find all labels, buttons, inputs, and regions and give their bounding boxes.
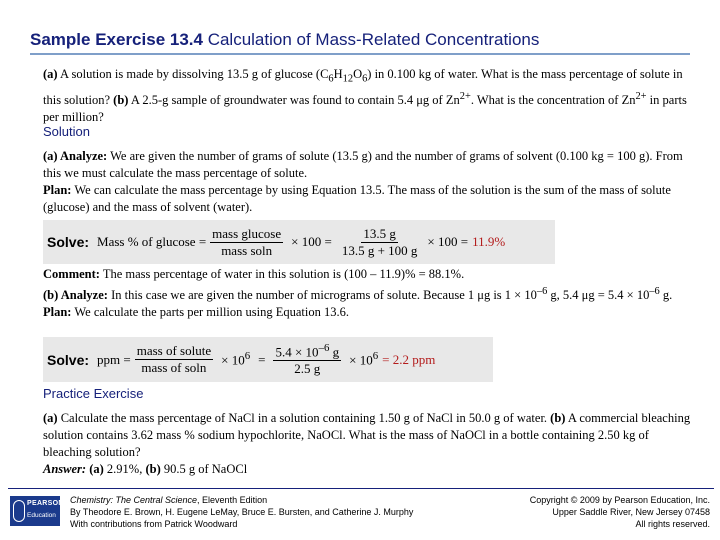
solve-b-label: Solve: xyxy=(47,351,90,368)
problem-b-post: in parts per million? xyxy=(43,92,687,124)
practice-exercise xyxy=(43,410,693,478)
logo-ring-icon xyxy=(13,500,25,522)
copyright-line: Copyright © 2009 by Pearson Education, Inc. xyxy=(529,495,710,505)
book-authors: By Theodore E. Brown, H. Eugene LeMay, Bruce E. Bursten, and Catherine J. Murphy xyxy=(70,507,414,517)
mass-fraction xyxy=(210,226,283,259)
fraction-denominator: mass soln xyxy=(221,242,273,258)
ppm-fraction xyxy=(135,343,213,376)
times-hundred-b: × 100 = xyxy=(427,234,469,249)
analyze-b-text: In this case we are given the number of micrograms of solute. Because 1 μg is 1 × 10 xyxy=(107,288,537,303)
analyze-b-mid: g, 5.4 μg = 5.4 × 10 xyxy=(547,288,650,303)
times-ten: × 10 xyxy=(221,352,245,368)
solve-a-label: Solve: xyxy=(47,234,90,250)
exponent-6-b: 6 xyxy=(372,350,379,363)
times-million xyxy=(221,350,250,368)
comment-label: Comment: xyxy=(43,267,100,281)
practice-a-label: (a) xyxy=(43,411,58,425)
analysis-a xyxy=(43,148,693,216)
logo-line2: Education xyxy=(27,512,56,519)
ppm-lhs: ppm = xyxy=(97,351,131,367)
book-title: Chemistry: The Central Science xyxy=(70,495,198,505)
times-million-b xyxy=(349,350,378,368)
solution-heading: Solution xyxy=(43,124,90,139)
ppm-result: = 2.2 ppm xyxy=(382,351,436,367)
pearson-logo xyxy=(10,496,64,526)
analysis-b xyxy=(43,266,693,321)
slide-title xyxy=(30,30,690,55)
footer-copyright xyxy=(530,494,710,530)
micrograms-value: 5.4 × 10 xyxy=(275,344,319,360)
ppm-numerator: mass of solute xyxy=(136,343,212,358)
hydrogen-symbol: H xyxy=(333,67,343,81)
practice-b-label: (b) xyxy=(550,411,566,425)
plan-b-text: We calculate the parts per million using Equation 13.6. xyxy=(71,305,349,320)
problem-statement xyxy=(43,66,693,126)
practice-b-text: A commercial bleaching solution contains 3.62 mass % sodium hypochlorite, NaOCl. What is the mass of NaOCl in a bottle containing 2.50 kg of bleaching solution? xyxy=(43,411,691,459)
exponent-minus-6: –6 xyxy=(536,286,548,297)
title-prefix: Sample Exercise 13.4 xyxy=(30,30,203,49)
mass-percent-lhs: Mass % of glucose = xyxy=(97,234,207,249)
times-ten-b: × 10 xyxy=(349,352,373,368)
publisher-address: Upper Saddle River, New Jersey 07458 xyxy=(552,507,710,517)
plan-a-text: We can calculate the mass percentage by using Equation 13.5. The mass of the solution is the sum of the mass of solute (glucose) and the mass of solvent (water). xyxy=(43,183,671,214)
ppm-numeric-numerator xyxy=(273,342,341,361)
footer-book-credit xyxy=(70,494,413,530)
exponent-6: 6 xyxy=(244,350,251,363)
subscript-6-b: 6 xyxy=(362,73,368,85)
practice-a-text: Calculate the mass percentage of NaCl in a solution containing 1.50 g of NaCl in 50.0 g of water. xyxy=(57,411,551,425)
equals-sign: = xyxy=(258,351,266,367)
numeric-numerator: 13.5 g xyxy=(363,225,396,241)
comment-text: The mass percentage of water in this solution is (100 – 11.9)% = 88.1%. xyxy=(99,267,465,281)
fraction-numerator: mass glucose xyxy=(212,225,282,241)
exponent-minus-6-c: –6 xyxy=(318,341,330,354)
exponent-minus-6-b: –6 xyxy=(649,286,660,297)
analyze-a-label: (a) Analyze: xyxy=(43,149,108,163)
answer-a-label: (a) xyxy=(89,462,104,476)
answer-b-label: (b) xyxy=(145,462,161,476)
ppm-denominator: mass of soln xyxy=(141,360,207,375)
book-contributions: With contributions from Patrick Woodward xyxy=(70,519,238,529)
part-b-label: (b) xyxy=(113,92,129,107)
analyze-a-text: We are given the number of grams of solute (13.5 g) and the number of grams of solvent (0.100 kg = 100 g). From this we must calculate the mass percentage of solute. xyxy=(43,149,683,180)
footer-divider xyxy=(8,488,714,489)
book-edition: , Eleventh Edition xyxy=(197,495,268,505)
part-a-label: (a) xyxy=(43,67,58,81)
zinc-charge: 2+ xyxy=(459,90,471,102)
solve-b-equation xyxy=(43,337,493,382)
answer-a: 2.91%, xyxy=(103,462,146,476)
answer-b: 90.5 g of NaOCl xyxy=(160,462,248,476)
numeric-fraction xyxy=(340,226,420,259)
answer-label: Answer: xyxy=(43,462,87,476)
analyze-b-post: g. xyxy=(659,288,673,303)
result-percent: 11.9% xyxy=(472,234,506,249)
subscript-12: 12 xyxy=(342,73,354,85)
title-text: Calculation of Mass-Related Concentrations xyxy=(202,30,540,49)
problem-a-post: ) in 0.100 kg of water. What is the mass percentage of solute in this solution? xyxy=(43,67,683,107)
solve-a-equation xyxy=(43,220,555,264)
problem-b-text: A 2.5-g sample of groundwater was found to contain 5.4 μg of Zn xyxy=(128,92,460,107)
problem-a-text: A solution is made by dissolving 13.5 g of glucose (C xyxy=(57,67,329,81)
plan-b-label: Plan: xyxy=(43,305,72,320)
ppm-numeric-denominator: 2.5 g xyxy=(294,361,321,377)
rights-line: All rights reserved. xyxy=(635,519,710,529)
logo-line1: PEARSON xyxy=(27,500,64,507)
problem-b-mid: . What is the concentration of Zn xyxy=(470,92,636,107)
practice-heading: Practice Exercise xyxy=(43,386,144,401)
times-hundred: × 100 = xyxy=(291,234,332,249)
numeric-denominator: 13.5 g + 100 g xyxy=(341,242,418,258)
zinc-charge-b: 2+ xyxy=(635,90,647,102)
oxygen-symbol: O xyxy=(353,67,363,81)
plan-a-label: Plan: xyxy=(43,183,72,197)
subscript-6: 6 xyxy=(328,73,334,85)
ppm-numeric-fraction xyxy=(273,342,341,377)
analyze-b-label: (b) Analyze: xyxy=(43,288,108,303)
grams-unit: g xyxy=(329,344,340,360)
